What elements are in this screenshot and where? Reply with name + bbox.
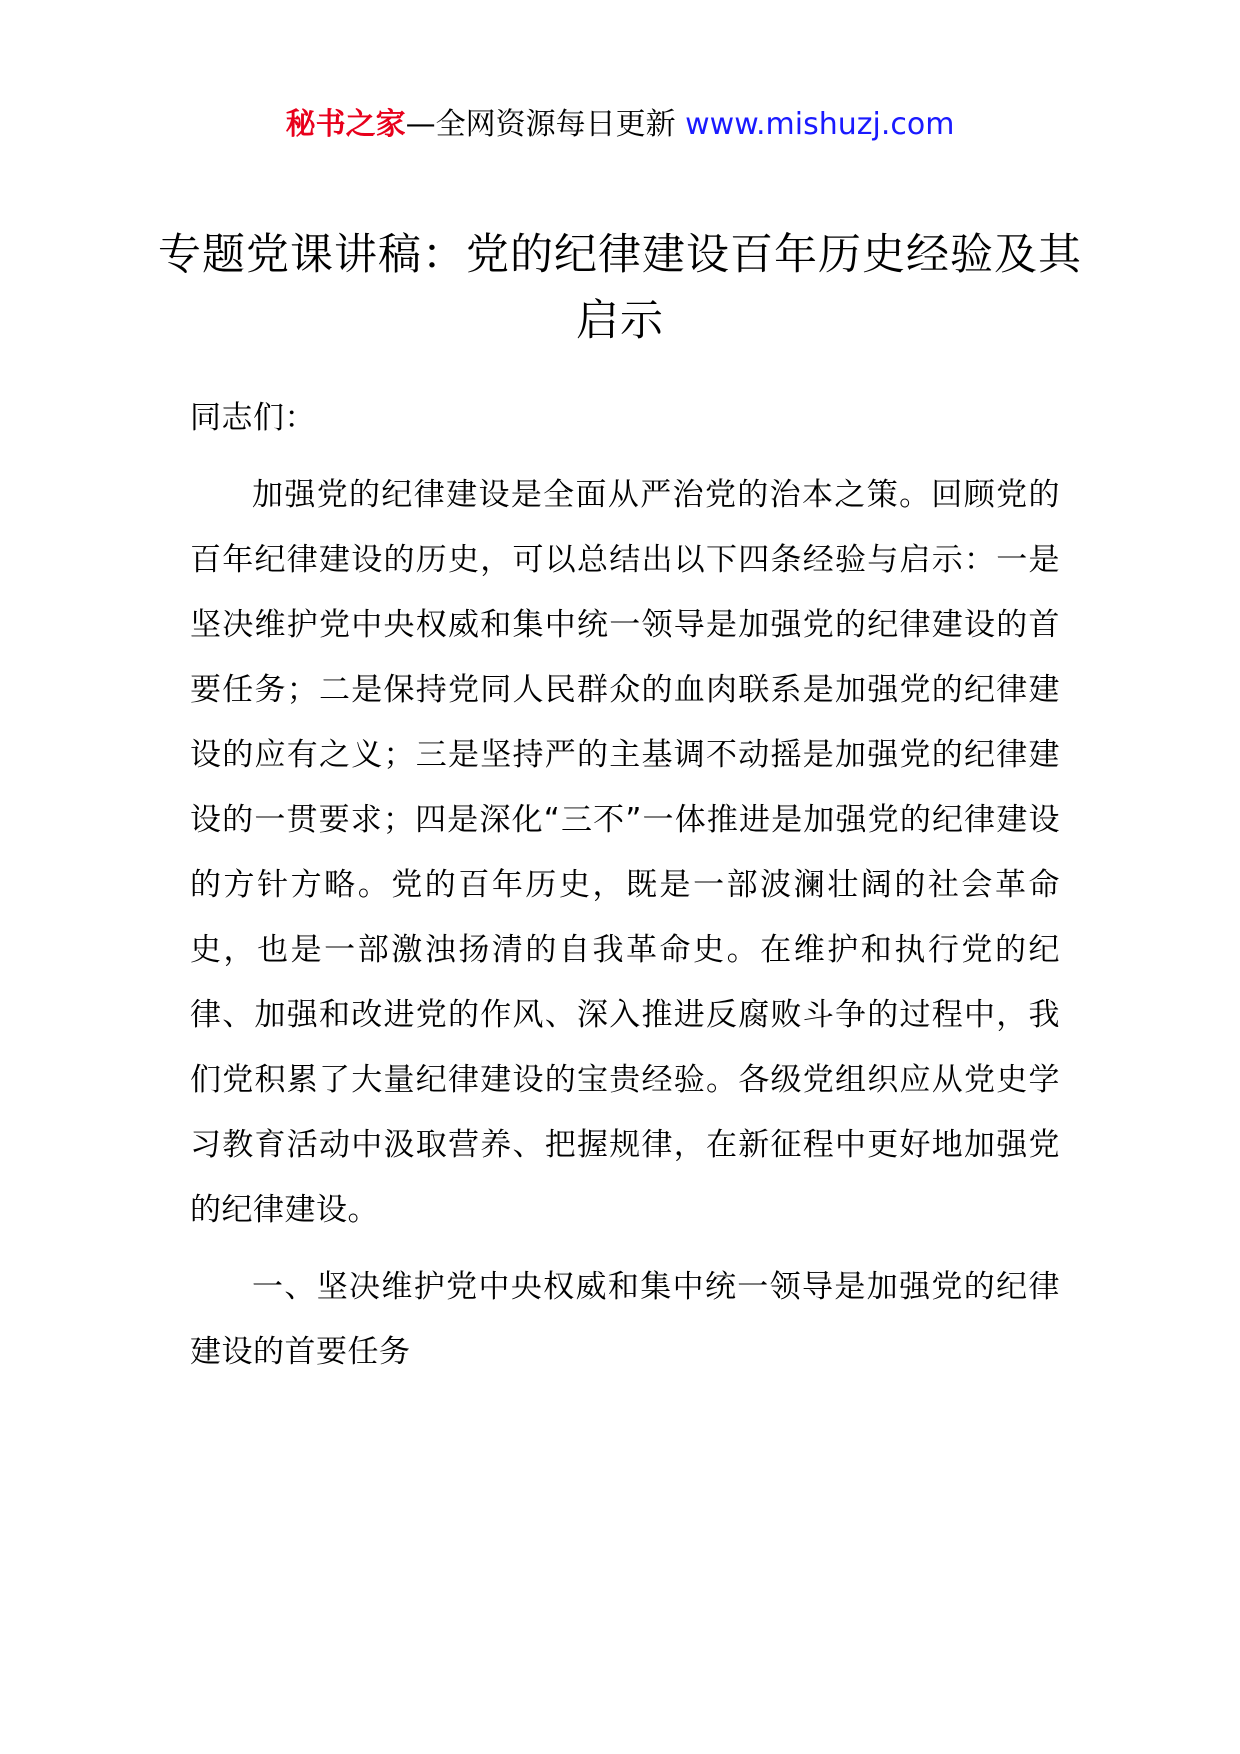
site-header <box>0 100 1240 150</box>
document-body <box>190 386 1060 1385</box>
site-url-link[interactable]: www.mishuzj.com <box>685 107 955 142</box>
brand-name: 秘书之家 <box>285 107 406 142</box>
document-title: 专题党课讲稿：党的纪律建设百年历史经验及其启示 <box>158 230 1082 346</box>
section-heading: 一、坚决维护党中央权威和集中统一领导是加强党的纪律建设的首要任务 <box>190 1269 1060 1370</box>
body-paragraph: 加强党的纪律建设是全面从严治党的治本之策。回顾党的百年纪律建设的历史，可以总结出以下四条经验与启示：一是坚决维护党中央权威和集中统一领导是加强党的纪律建设的首要任务；二是保持党同人民群众的血肉联系是加强党的纪律建设的应有之义；三是坚持严的主基调不动摇是加强党的纪律建设的一贯要求；四是深化“三不”一体推进是加强党的纪律建设的方针方略。党的百年历史，既是一部波澜壮阔的社会革命史，也是一部激浊扬清的自我革命史。在维护和执行党的纪律、加强和改进党的作风、深入推进反腐败斗争的过程中，我们党积累了大量纪律建设的宝贵经验。各级党组织应从党史学习教育活动中汲取营养、把握规律，在新征程中更好地加强党的纪律建设。 <box>190 477 1060 1228</box>
greeting: 同志们： <box>190 400 316 436</box>
header-slogan: —全网资源每日更新 <box>405 107 686 142</box>
